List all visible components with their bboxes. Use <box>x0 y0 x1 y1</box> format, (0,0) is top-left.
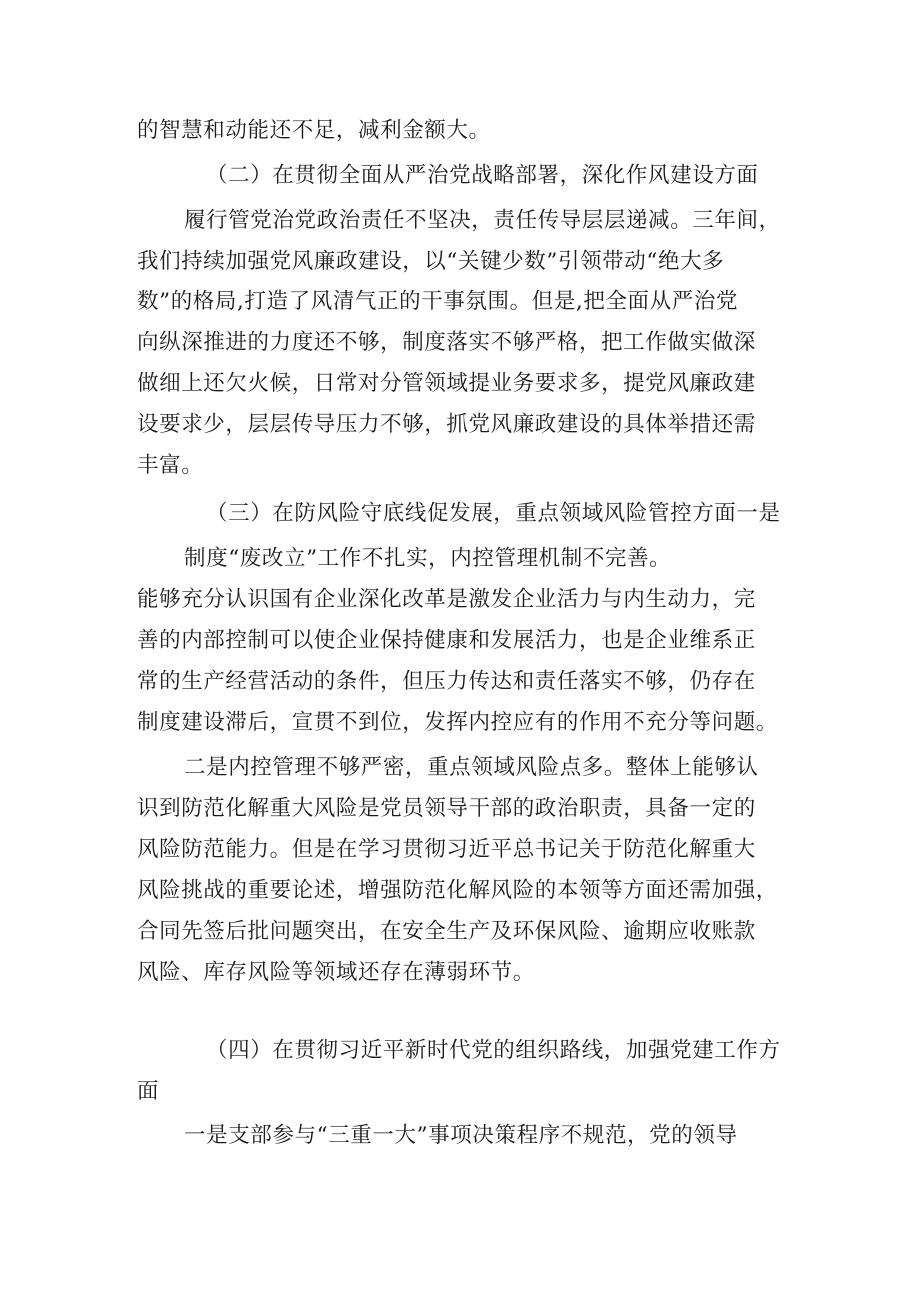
body-line-13: 善的内部控制可以使企业保持健康和发展活力，也是企业维系正 <box>137 628 756 653</box>
body-line-1: 的智慧和动能还不足，减利金额大。 <box>137 118 491 143</box>
body-line-6: 向纵深推进的力度还不够，制度落实不够严格，把工作做实做深 <box>137 330 756 355</box>
section-heading-4-cont: 面 <box>137 1079 160 1104</box>
body-line-16: 二是内控管理不够严密，重点领域风险点多。整体上能够认 <box>184 755 759 780</box>
body-line-5: 数”的格局,打造了风清气正的干事氛围。但是,把全面从严治党 <box>137 289 739 314</box>
body-line-7: 做细上还欠火候，日常对分管领域提业务要求多，提党风廉政建 <box>137 371 756 396</box>
body-line-20: 合同先签后批问题突出，在安全生产及环保风险、逾期应收账款 <box>137 919 756 944</box>
section-heading-4: （四）在贯彻习近平新时代党的组织路线，加强党建工作方 <box>206 1038 781 1063</box>
body-line-17: 识到防范化解重大风险是党员领导干部的政治职责，具备一定的 <box>137 796 756 821</box>
body-line-14: 常的生产经营活动的条件，但压力传达和责任落实不够，仍存在 <box>137 669 756 694</box>
body-line-11: 制度“废改立”工作不扎实，内控管理机制不完善。 <box>184 546 672 571</box>
body-line-21: 风险、库存风险等领域还存在薄弱环节。 <box>137 960 535 985</box>
body-line-3: 履行管党治党政治责任不坚决，责任传导层层递减。三年间， <box>184 208 781 233</box>
body-line-15: 制度建设滞后，宣贯不到位，发挥内控应有的作用不充分等问题。 <box>137 710 778 735</box>
body-line-4: 我们持续加强党风廉政建设，以“关键少数”引领带动“绝大多 <box>137 249 725 274</box>
section-heading-2: （二）在贯彻全面从严治党战略部署，深化作风建设方面 <box>206 163 759 188</box>
body-line-19: 风险挑战的重要论述，增强防范化解风险的本领等方面还需加强， <box>137 878 778 903</box>
body-line-18: 风险防范能力。但是在学习贯彻习近平总书记关于防范化解重大 <box>137 837 756 862</box>
body-line-24: 一是支部参与“三重一大”事项决策程序不规范，党的领导 <box>184 1123 738 1148</box>
body-line-8: 设要求少，层层传导压力不够，抓党风廉政建设的具体举措还需 <box>137 412 756 437</box>
body-line-12: 能够充分认识国有企业深化改革是激发企业活力与内生动力，完 <box>137 587 756 612</box>
body-line-9: 丰富。 <box>137 453 204 478</box>
section-heading-3: （三）在防风险守底线促发展，重点领域风险管控方面一是 <box>206 501 781 526</box>
